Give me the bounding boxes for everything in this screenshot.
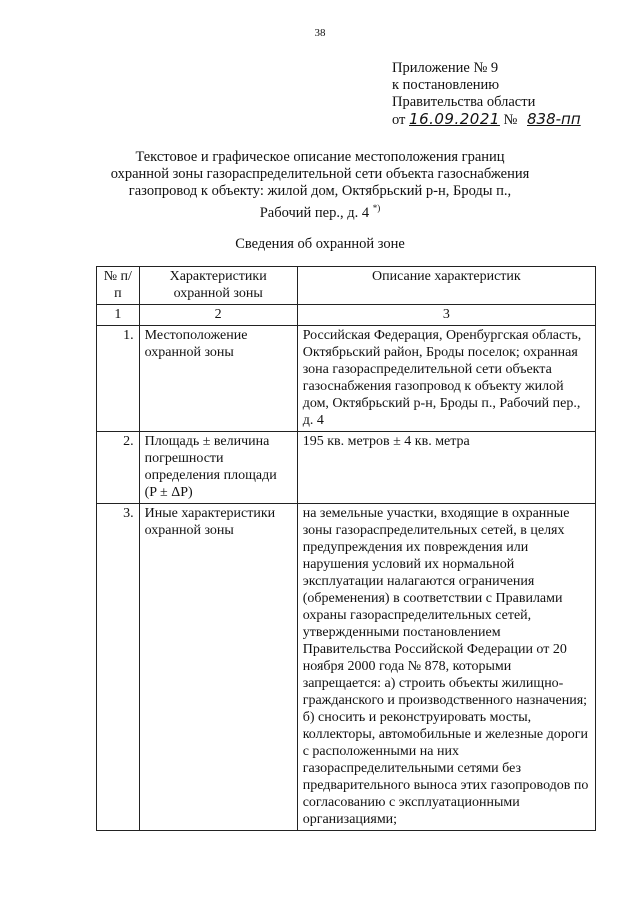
table-header-row (97, 267, 596, 305)
table-row (97, 504, 596, 831)
row-characteristic: Площадь ± величина погрешности определения площади (P ± ΔP) (139, 432, 297, 504)
row-description: 195 кв. метров ± 4 кв. метра (297, 432, 595, 504)
handwritten-date: 16.09.2021 (409, 110, 500, 128)
column-number-3: 3 (297, 305, 595, 326)
protection-zone-table (96, 266, 596, 831)
row-characteristic: Иные характеристики охранной зоны (139, 504, 297, 831)
date-prefix: от (392, 112, 406, 128)
row-number: 3. (97, 504, 140, 831)
row-number: 1. (97, 326, 140, 432)
row-description: на земельные участки, входящие в охранные зоны газораспределительных сетей, в целях предупреждения их повреждения или нарушения условий их нормальной эксплуатации налагаются ограничения (обременения) в соответствии с Правилами охраны газораспределительных сетей, утвержденными постановлением Правительства Российской Федерации от 20 ноября 2000 года № 878, которыми запрещается: а) строить объекты жилищно-гражданского и производственного назначения; б) сносить и реконструировать мосты, коллекторы, автомобильные и железные дороги с расположенными на них газораспределительными сетями без предварительного выноса этих газопроводов по согласованию с эксплуатационными организациями; (297, 504, 595, 831)
row-description: Российская Федерация, Оренбургская область, Октябрьский район, Броды поселок; охранная зона газораспределительной сети объекта газоснабжения газопровод к объекту жилой дом, Октябрьский р-н, Броды п., Рабочий пер., д. 4 (297, 326, 595, 432)
table-row (97, 326, 596, 432)
header-cell-characteristics: Характеристики охранной зоны (139, 267, 297, 305)
document-title (110, 149, 530, 222)
column-number-row (97, 305, 596, 326)
table-row (97, 432, 596, 504)
title-text: Текстовое и графическое описание местоположения границ охранной зоны газораспределительной сети объекта газоснабжения газопровод к объекту: жилой дом, Октябрьский р-н, Броды п., Рабочий пер., д. 4 (110, 149, 530, 221)
appendix-block (392, 60, 581, 129)
header-cell-description: Описание характеристик (297, 267, 595, 305)
section-subtitle: Сведения об охранной зоне (235, 236, 405, 252)
row-characteristic: Местоположение охранной зоны (139, 326, 297, 432)
appendix-line-2: к постановлению (392, 77, 500, 93)
handwritten-number: 838-пп (527, 110, 581, 128)
column-number-1: 1 (97, 305, 140, 326)
appendix-date-line (392, 111, 581, 129)
page-number: 38 (314, 27, 326, 39)
column-number-2: 2 (139, 305, 297, 326)
appendix-line-3: Правительства области (392, 94, 536, 110)
number-prefix: № (503, 112, 518, 128)
appendix-line-1: Приложение № 9 (392, 60, 499, 76)
row-number: 2. (97, 432, 140, 504)
header-cell-number: № п/п (97, 267, 140, 305)
title-footnote: *) (372, 203, 381, 213)
